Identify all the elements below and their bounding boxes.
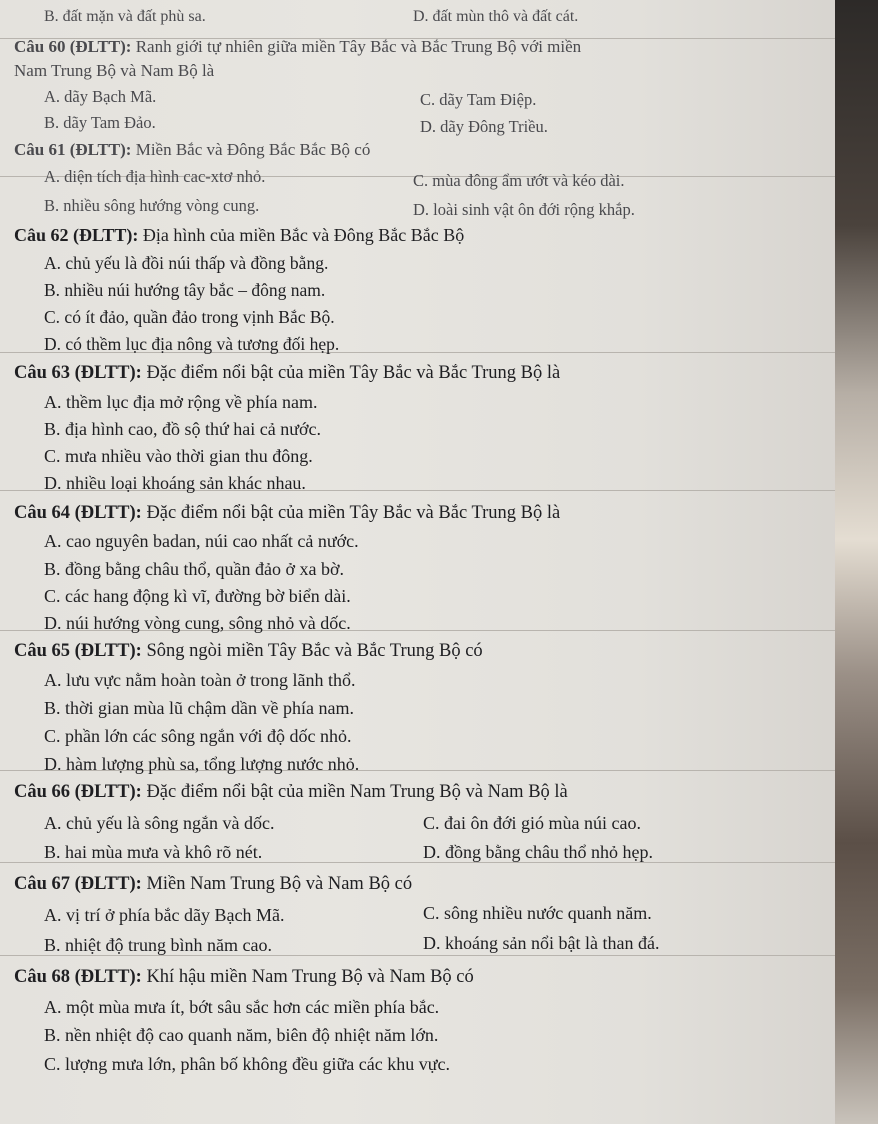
answer-a: A. một mùa mưa ít, bớt sâu sắc hơn các miền phía bắc. bbox=[44, 997, 440, 1017]
question-number: Câu 60 (ĐLTT): bbox=[14, 37, 132, 56]
question-number: Câu 63 (ĐLTT): bbox=[14, 363, 142, 383]
answer-b: B. đất mặn và đất phù sa. bbox=[44, 8, 206, 25]
question-number: Câu 66 (ĐLTT): bbox=[14, 782, 142, 802]
answer-d: D. đồng bằng châu thổ nhỏ hẹp. bbox=[423, 842, 653, 862]
answer-d: D. đất mùn thô và đất cát. bbox=[413, 8, 579, 25]
question-number: Câu 67 (ĐLTT): bbox=[14, 874, 142, 894]
question-text: Ranh giới tự nhiên giữa miền Tây Bắc và Bắc Trung Bộ với miền bbox=[131, 37, 582, 56]
answer-c: C. dãy Tam Điệp. bbox=[420, 90, 537, 109]
question-text: Khí hậu miền Nam Trung Bộ và Nam Bộ có bbox=[141, 967, 474, 987]
answer-b: B. địa hình cao, đồ sộ thứ hai cả nước. bbox=[44, 419, 321, 439]
answer-a: A. cao nguyên badan, núi cao nhất cả nước. bbox=[44, 531, 359, 551]
answer-a: A. vị trí ở phía bắc dãy Bạch Mã. bbox=[44, 905, 285, 925]
question-number: Câu 61 (ĐLTT): bbox=[14, 140, 132, 159]
answer-d: D. hàm lượng phù sa, tổng lượng nước nhỏ. bbox=[44, 754, 360, 774]
answer-c: C. mưa nhiều vào thời gian thu đông. bbox=[44, 446, 313, 466]
answer-b: B. nền nhiệt độ cao quanh năm, biên độ nhiệt năm lớn. bbox=[44, 1025, 439, 1045]
question-67 bbox=[14, 873, 412, 895]
question-number: Câu 62 (ĐLTT): bbox=[14, 225, 139, 245]
question-number: Câu 65 (ĐLTT): bbox=[14, 641, 142, 661]
question-text: Địa hình của miền Bắc và Đông Bắc Bắc Bộ bbox=[138, 225, 465, 245]
answer-c: C. phần lớn các sông ngắn với độ dốc nhỏ. bbox=[44, 726, 352, 746]
answer-b: B. nhiệt độ trung bình năm cao. bbox=[44, 935, 272, 955]
answer-a: A. diện tích địa hình cac-xtơ nhỏ. bbox=[44, 167, 266, 186]
answer-d: D. nhiều loại khoáng sản khác nhau. bbox=[44, 473, 306, 493]
question-60-continued: Nam Trung Bộ và Nam Bộ là bbox=[14, 61, 215, 80]
answer-d: D. núi hướng vòng cung, sông nhỏ và dốc. bbox=[44, 613, 351, 633]
question-65 bbox=[14, 640, 483, 662]
question-number: Câu 68 (ĐLTT): bbox=[14, 967, 142, 987]
answer-a: A. dãy Bạch Mã. bbox=[44, 87, 157, 106]
question-61 bbox=[14, 139, 370, 161]
question-text: Đặc điểm nổi bật của miền Nam Trung Bộ và Nam Bộ là bbox=[141, 782, 568, 802]
question-63 bbox=[14, 362, 560, 384]
answer-c: C. lượng mưa lớn, phân bố không đều giữa các khu vực. bbox=[44, 1054, 450, 1074]
answer-d: D. có thềm lục địa nông và tương đối hẹp. bbox=[44, 334, 340, 354]
answer-a: A. lưu vực nằm hoàn toàn ở trong lãnh thổ. bbox=[44, 670, 356, 690]
answer-b: B. thời gian mùa lũ chậm dần về phía nam. bbox=[44, 698, 354, 718]
answer-c: C. đai ôn đới gió mùa núi cao. bbox=[423, 813, 641, 833]
question-text: Đặc điểm nổi bật của miền Tây Bắc và Bắc Trung Bộ là bbox=[141, 363, 561, 383]
question-text: Đặc điểm nổi bật của miền Tây Bắc và Bắc Trung Bộ là bbox=[141, 503, 561, 523]
answer-b: B. hai mùa mưa và khô rõ nét. bbox=[44, 842, 263, 862]
answer-d: D. loài sinh vật ôn đới rộng khắp. bbox=[413, 200, 635, 219]
answer-d: D. dãy Đông Triều. bbox=[420, 117, 548, 136]
question-text: Miền Bắc và Đông Bắc Bắc Bộ có bbox=[131, 140, 371, 159]
answer-b: B. dãy Tam Đảo. bbox=[44, 113, 156, 132]
answer-c: C. các hang động kì vĩ, đường bờ biển dài. bbox=[44, 586, 351, 606]
answer-c: C. mùa đông ẩm ướt và kéo dài. bbox=[413, 171, 625, 190]
question-number: Câu 64 (ĐLTT): bbox=[14, 503, 142, 523]
answer-c: C. có ít đảo, quần đảo trong vịnh Bắc Bộ. bbox=[44, 307, 335, 327]
question-60 bbox=[14, 36, 581, 58]
question-62 bbox=[14, 224, 464, 246]
answer-b: B. nhiều sông hướng vòng cung. bbox=[44, 196, 260, 215]
answer-c: C. sông nhiều nước quanh năm. bbox=[423, 903, 652, 923]
question-68 bbox=[14, 966, 474, 988]
question-text: Sông ngòi miền Tây Bắc và Bắc Trung Bộ có bbox=[141, 641, 483, 661]
question-text: Miền Nam Trung Bộ và Nam Bộ có bbox=[141, 874, 413, 894]
answer-b: B. nhiều núi hướng tây bắc – đông nam. bbox=[44, 280, 326, 300]
question-64 bbox=[14, 502, 560, 524]
answer-d: D. khoáng sản nổi bật là than đá. bbox=[423, 933, 660, 953]
answer-a: A. thềm lục địa mở rộng về phía nam. bbox=[44, 392, 318, 412]
answer-a: A. chủ yếu là đồi núi thấp và đồng bằng. bbox=[44, 253, 329, 273]
background-edge bbox=[835, 0, 878, 1124]
question-66 bbox=[14, 781, 568, 803]
answer-b: B. đồng bằng châu thổ, quần đảo ở xa bờ. bbox=[44, 559, 344, 579]
answer-a: A. chủ yếu là sông ngắn và dốc. bbox=[44, 813, 275, 833]
